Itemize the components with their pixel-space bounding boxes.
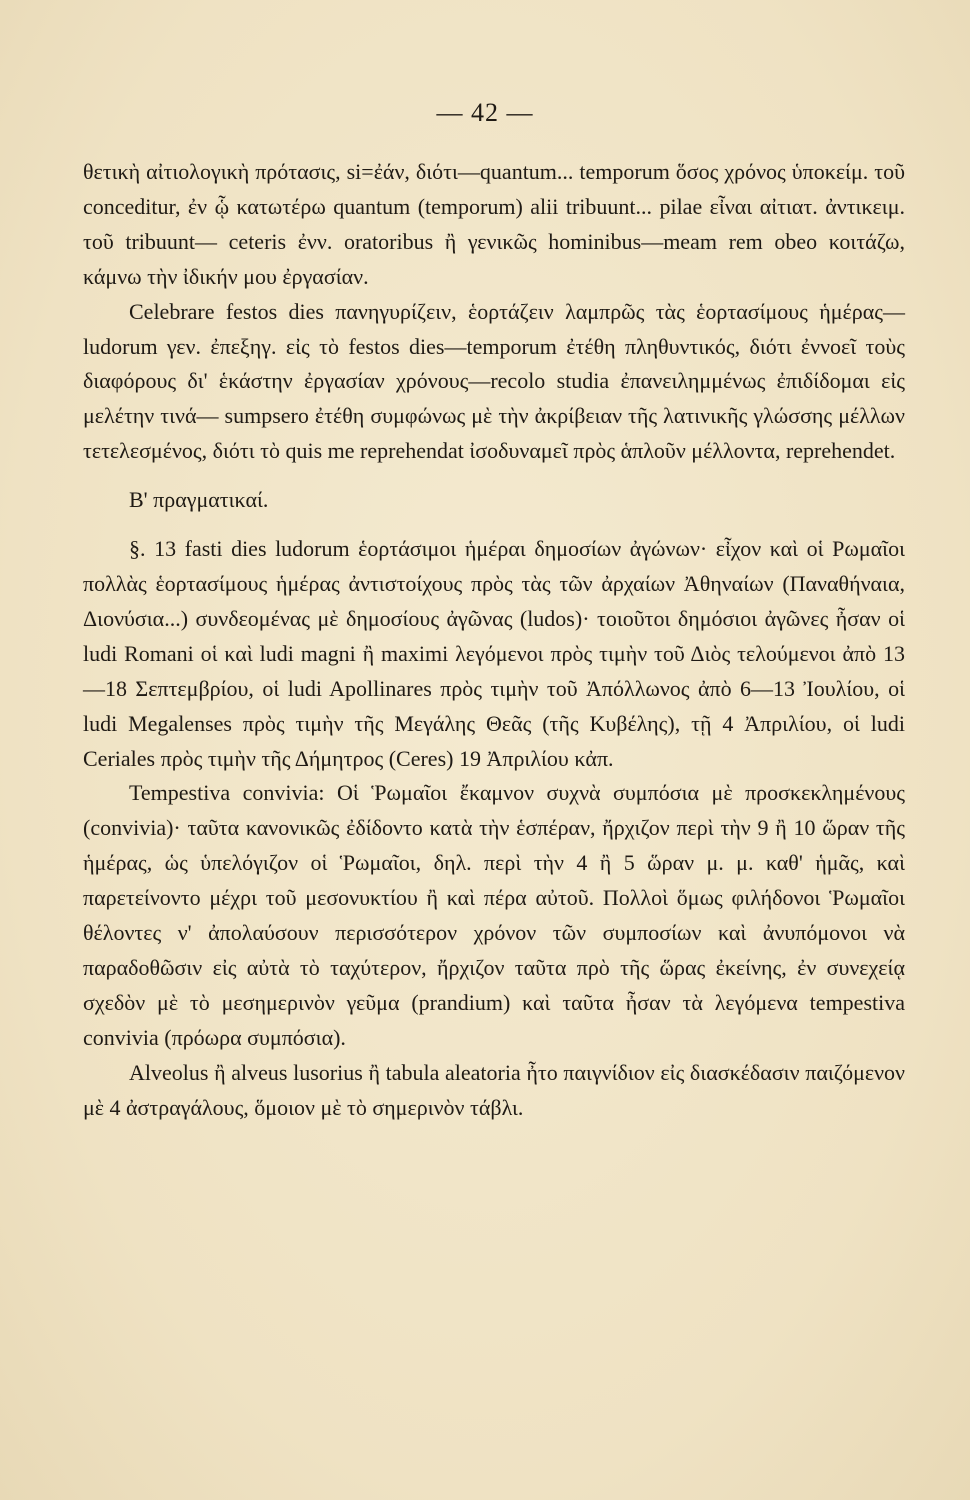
paragraph-3: §. 13 fasti dies ludorum ἑορτάσιμοι ἡμέραι δημοσίων ἀγώνων· εἶχον καὶ οἱ Ρωμαῖοι πολλὰς ἑορτασίμους ἡμέρας ἀντιστοίχους πρὸς τὰς τῶν ἀρχαίων Ἀθηναίων (Παναθήναια, Διονύσια...) συνδεομένας μὲ δημοσίους ἀγῶνας (ludos)· τοιοῦτοι δημόσιοι ἀγῶνες ἦσαν οἱ ludi Romani οἱ καὶ ludi magni ἢ maximi λεγόμενοι πρὸς τιμὴν τοῦ Διὸς τελούμενοι ἀπὸ 13—18 Σεπτεμβρίου, οἱ ludi Apollinares πρὸς τιμὴν τοῦ Ἀπόλλωνος ἀπὸ 6—13 Ἰουλίου, οἱ ludi Megalenses πρὸς τιμὴν τῆς Μεγάλης Θεᾶς (τῆς Κυβέλης), τῇ 4 Ἀπριλίου, οἱ ludi Ceriales πρὸς τιμὴν τῆς Δήμητρος (Ceres) 19 Ἀπριλίου κἀπ. [83, 536, 905, 771]
paragraph-2: Celebrare festos dies πανηγυρίζειν, ἑορτάζειν λαμπρῶς τὰς ἑορτασίμους ἡμέρας—ludorum γεν. ἐπεξηγ. εἰς τὸ festos dies—temporum ἐτέθη πληθυντικός, διότι ἐννοεῖ τοὺς διαφόρους δι' ἑκάστην ἐργασίαν χρόνους—recolo studia ἐπανειλημμένως ἐπιδίδομαι εἰς μελέτην τινά— sumpsero ἐτέθη συμφώνως μὲ τὴν ἀκρίβειαν τῆς λατινικῆς γλώσσης μέλλων τετελεσμένος, διότι τὸ quis me reprehendat ἰσοδυναμεῖ πρὸς ἁπλοῦν μέλλοντα, reprehendet. [83, 298, 905, 464]
paragraph-5: Alveolus ἢ alveus lusorius ἢ tabula aleatoria ἦτο παιγνίδιον εἰς διασκέδασιν παιζόμενον μὲ 4 ἀστραγάλους, ὅμοιον μὲ τὸ σημερινὸν τάβλι. [83, 1059, 905, 1120]
paragraph-1: θετικὴ αἰτιολογικὴ πρότασις, si=ἐάν, διότι—quantum... temporum ὅσος χρόνος ὑποκείμ. τοῦ conceditur, ἐν ᾧ κατωτέρω quantum (temporum) alii tribuunt... pilae εἶναι αἰτιατ. ἀντικειμ. τοῦ tribuunt— ceteris ἐνν. oratoribus ἢ γενικῶς hominibus—meam rem obeo κοιτάζω, κάμνω τὴν ἰδικήν μου ἐργασίαν. [83, 159, 905, 289]
paragraph-4: Tempestiva convivia: Οἱ Ῥωμαῖοι ἔκαμνον συχνὰ συμπόσια μὲ προσκεκλημένους (convivia)· ταῦτα κανονικῶς ἐδίδοντο κατὰ τὴν ἑσπέραν, ἤρχιζον περὶ τὴν 9 ἢ 10 ὥραν τῆς ἡμέρας, ὡς ὑπελόγιζον οἱ Ῥωμαῖοι, δηλ. περὶ τὴν 4 ἢ 5 ὥραν μ. μ. καθ' ἡμᾶς, καὶ παρετείνοντο μέχρι τοῦ μεσονυκτίου ἢ καὶ πέρα αὐτοῦ. Πολλοὶ ὅμως φιλήδονοι Ῥωμαῖοι θέλοντες ν' ἀπολαύσουν περισσότερον χρόνον τῶν συμποσίων καὶ ἀνυπόμονοι νὰ παραδοθῶσιν εἰς αὐτὰ τὸ ταχύτερον, ἤρχιζον ταῦτα πρὸ τῆς ὥρας ἐκείνης, ἐν συνεχείᾳ σχεδὸν μὲ τὸ μεσημερινὸν γεῦμα (prandium) καὶ ταῦτα ἦσαν τὰ λεγόμενα tempestiva convivia (πρόωρα συμπόσια). [83, 780, 905, 1050]
page-number: — 42 — [436, 98, 534, 127]
section-heading: Β' πραγματικαί. [129, 487, 269, 513]
body-text [83, 155, 905, 1125]
